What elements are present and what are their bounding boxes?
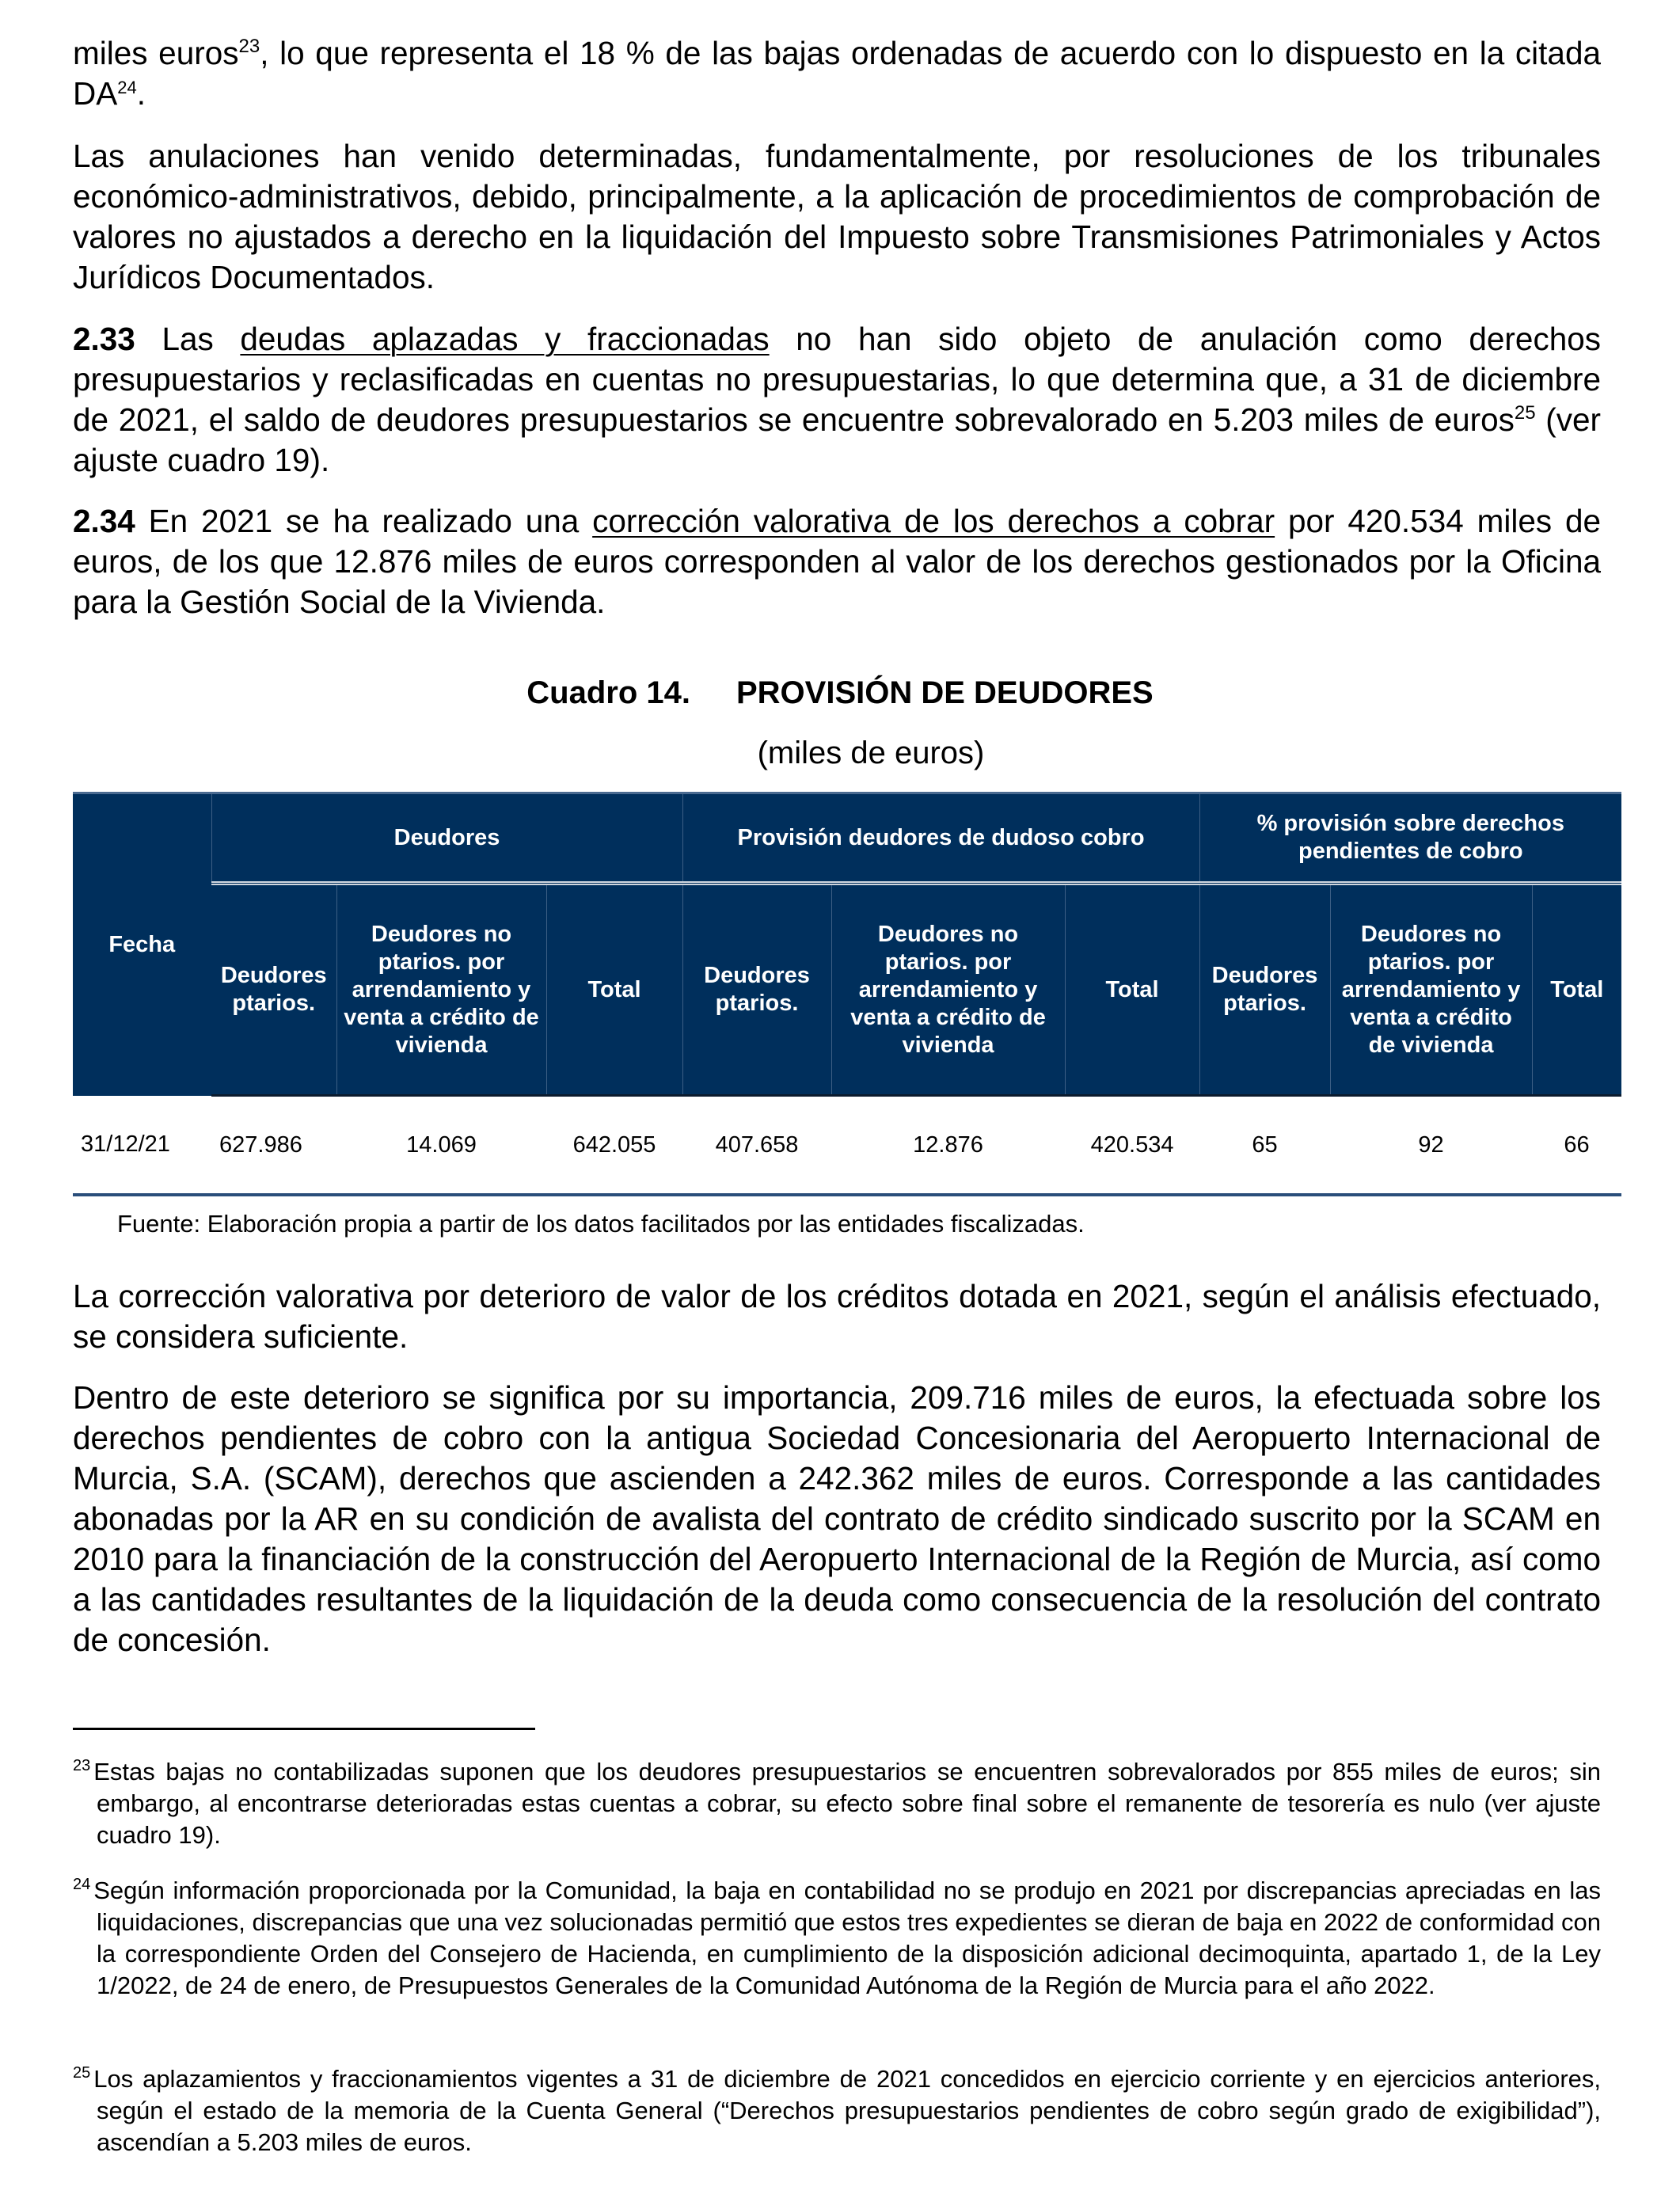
footnote-ref-24[interactable]: 24 — [117, 78, 137, 97]
subheader-provision-total: Total — [1065, 884, 1199, 1096]
paragraph-bajas-continuation: miles euros$^{23}$, lo que representa el 18 % de las bajas ordenadas de acuerdo con lo dispuesto en la citada DA$^{24}$. — [73, 35, 1601, 112]
footnote-number: 25 — [73, 2064, 91, 2082]
table-subheader-row — [73, 884, 1621, 1096]
table-title-text: PROVISIÓN DE DEUDORES — [735, 675, 1154, 710]
subheader-pct-no-ptarios: Deudores no ptarios. por arrendamiento y venta a crédito de vivienda — [1330, 884, 1532, 1096]
group-header-deudores: Deudores — [211, 793, 682, 884]
paragraph-correccion-suficiente: La corrección valorativa por deterioro de valor de los créditos dotada en 2021, según el análisis efectuado, se considera suficiente. — [73, 1278, 1601, 1355]
table-row — [73, 1096, 1621, 1196]
subheader-pct-ptarios: Deudores ptarios. — [1199, 884, 1330, 1096]
footnote-number: 24 — [73, 1876, 91, 1893]
table-source-note: Fuente: Elaboración propia a partir de los datos facilitados por las entidades fiscalizadas. — [117, 1210, 1085, 1238]
cell-provision-ptarios: 407.658 — [682, 1096, 831, 1196]
table-group-header-row — [73, 793, 1621, 884]
paragraph-deterioro-scam: Dentro de este deterioro se significa por su importancia, 209.716 miles de euros, la efectuada sobre los derechos pendientes de cobro con la antigua Sociedad Concesionaria del Aeropuerto Internacional de Murcia, S.A. (SCAM), derechos que ascienden a 242.362 miles de euros. Corresponde a las cantidades abonadas por la AR en su condición de avalista del contrato de crédito sindicado suscrito por la SCAM en 2010 para la financiación de la construcción del Aeropuerto Internacional de la Región de Murcia, así como a las cantidades resultantes de la liquidación de la deuda como consecuencia de la resolución del contrato de concesión. — [73, 1379, 1601, 1658]
cell-pct-total: 66 — [1532, 1096, 1621, 1196]
footnote-23: $^{23}$ Estas bajas no contabilizadas suponen que los deudores presupuestarios se encuentren sobrevalorados por 855 miles de euros; sin embargo, al encontrarse deterioradas estas cuentas a cobrar, su efecto sobre final sobre el remanente de tesorería es nulo (ver ajuste cuadro 19). — [73, 1757, 1601, 1849]
section-number-2-34: 2.34 — [73, 503, 135, 539]
cell-deudores-ptarios: 627.986 — [211, 1096, 336, 1196]
subheader-provision-ptarios: Deudores ptarios. — [682, 884, 831, 1096]
subheader-deudores-ptarios: Deudores ptarios. — [211, 884, 336, 1096]
table-number: Cuadro 14. — [526, 675, 690, 710]
footnote-24: $^{24}$ Según información proporcionada por la Comunidad, la baja en contabilidad no se produjo en 2021 por discrepancias apreciadas en las liquidaciones, discrepancias que una vez solucionadas permitió que estos tres expedientes se dieran de baja en 2022 de conformidad con la correspondiente Orden del Consejero de Hacienda, en cumplimiento de la disposición adicional decimoquinta, apartado 1, de la Ley 1/2022, de 24 de enero, de Presupuestos Generales de la Comunidad Autónoma de la Región de Murcia para el año 2022. — [73, 1876, 1601, 1999]
provision-deudores-table — [73, 792, 1621, 1196]
subheader-deudores-no-ptarios: Deudores no ptarios. por arrendamiento y venta a crédito de vivienda — [336, 884, 546, 1096]
section-number-2-33: 2.33 — [73, 321, 135, 357]
cell-provision-no-ptarios: 12.876 — [831, 1096, 1065, 1196]
cell-deudores-no-ptarios: 14.069 — [336, 1096, 546, 1196]
underlined-term-deudas-aplazadas: deudas aplazadas y fraccionadas — [240, 321, 770, 357]
footnote-ref-23[interactable]: 23 — [238, 36, 260, 57]
paragraph-anulaciones: Las anulaciones han venido determinadas, fundamentalmente, por resoluciones de los tribunales económico-administrativos, debido, principalmente, a la aplicación de procedimientos de comprobación de valores no ajustados a derecho en la liquidación del Impuesto sobre Transmisiones Patrimoniales y Actos Jurídicos Documentados. — [73, 138, 1601, 295]
cell-fecha: 31/12/21 — [73, 1096, 211, 1196]
footnote-ref-25[interactable]: 25 — [1514, 402, 1536, 424]
cell-provision-total: 420.534 — [1065, 1096, 1199, 1196]
cell-deudores-total: 642.055 — [546, 1096, 682, 1196]
footnote-separator — [73, 1728, 535, 1730]
column-header-fecha: Fecha — [73, 793, 211, 1096]
subheader-total: Total — [546, 884, 682, 1096]
subheader-pct-total: Total — [1532, 884, 1621, 1096]
table-subtitle: (miles de euros) — [757, 736, 985, 770]
cell-pct-no-ptarios: 92 — [1330, 1096, 1532, 1196]
cell-pct-ptarios: 65 — [1199, 1096, 1330, 1196]
footnote-number: 23 — [73, 1757, 91, 1774]
footnote-25: $^{25}$ Los aplazamientos y fraccionamientos vigentes a 31 de diciembre de 2021 concedidos en ejercicio corriente y en ejercicios anteriores, según el estado de la memoria de la Cuenta General (“Derechos presupuestarios pendientes de cobro según grado de exigibilidad”), ascendían a 5.203 miles de euros. — [73, 2064, 1601, 2156]
group-header-provision: Provisión deudores de dudoso cobro — [682, 793, 1199, 884]
paragraph-2-33: 2.33 Las deudas aplazadas y fraccionadas no han sido objeto de anulación como derechos presupuestarios y reclasificadas en cuentas no presupuestarias, lo que determina que, a 31 de diciembre de 2021, el saldo de deudores presupuestarios se encuentre sobrevalorado en 5.203 miles de euros$^{25}$ (ver ajuste cuadro 19). — [73, 321, 1601, 478]
subheader-provision-no-ptarios: Deudores no ptarios. por arrendamiento y venta a crédito de vivienda — [831, 884, 1065, 1096]
group-header-porcentaje: % provisión sobre derechos pendientes de cobro — [1199, 793, 1621, 884]
underlined-term-correccion-valorativa: corrección valorativa de los derechos a cobrar — [592, 503, 1275, 539]
paragraph-2-34: 2.34 En 2021 se ha realizado una corrección valorativa de los derechos a cobrar por 420.534 miles de euros, de los que 12.876 miles de euros corresponden al valor de los derechos gestionados por la Oficina para la Gestión Social de la Vivienda. — [73, 503, 1601, 620]
table-title — [0, 673, 1680, 713]
